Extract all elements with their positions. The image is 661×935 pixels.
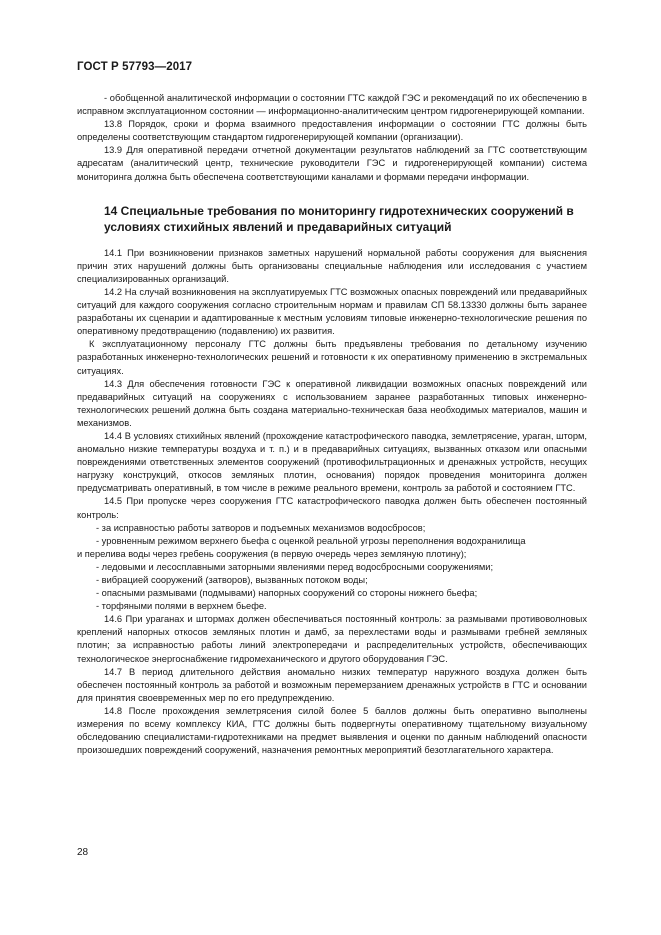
section-heading-14: 14 Специальные требования по мониторингу гидротехнических сооружений в условиях стихийных явлений и предаварийных ситуаций (104, 203, 574, 234)
page-number: 28 (77, 847, 89, 858)
list-item: - уровненным режимом верхнего бьефа с оценкой реальной угрозы переполнения водохранилища (96, 535, 526, 546)
document-header: ГОСТ Р 57793—2017 (77, 61, 193, 73)
paragraph-13-7-item: - обобщенной аналитической информации о состоянии ГТС каждой ГЭС и рекомендаций по их обеспечению в исправном эксплуатационном состоянии — информационно-аналитическим центром гидрогенерирующей компании. (77, 93, 587, 117)
paragraph-14-3: 14.3 Для обеспечения готовности ГЭС к оперативной ликвидации возможных опасных повреждений или предаварийных ситуаций на сооружениях с использованием заранее разработанных типовых инженерно-технологических решений должна быть создана материально-техническая база необходимых материалов, машин и механизмов. (77, 378, 587, 428)
paragraph-13-9: 13.9 Для оперативной передачи отчетной документации результатов наблюдений за ГТС соответствующим адресатам (аналитический центр, технические руководители ГЭС и гидрогенерирующей компании) система мониторинга должна быть обеспечена соответствующими каналами и формами передачи информации. (77, 145, 587, 182)
page-content (77, 92, 587, 757)
list-item: - вибрацией сооружений (затворов), вызванных потоком воды; (96, 575, 368, 585)
list-item: - торфяными полями в верхнем бьефе. (96, 601, 267, 612)
paragraph-14-1: 14.1 При возникновении признаков заметных нарушений нормальной работы сооружения для выяснения причин этих нарушений должны быть организованы специальные наблюдения или исследования с участием специализированных организаций. (77, 247, 587, 284)
paragraph-14-2-personnel: К эксплуатационному персоналу ГТС должны быть предъявлены требования по детальному изучению разработанных инженерно-технологических решений и готовности к их оперативному применению в экстремальных ситуациях. (77, 339, 587, 376)
list-item: - опасными размывами (подмывами) напорных сооружений со стороны нижнего бьефа; (96, 588, 478, 599)
list-item: - ледовыми и лесосплавными заторными явлениями перед водосбросными сооружениями; (96, 561, 494, 572)
list-item-continuation: и перелива воды через гребень сооружения (в первую очередь через земляную плотину); (77, 548, 467, 559)
paragraph-14-6: 14.6 При ураганах и штормах должен обеспечиваться постоянный контроль: за размывами противоволновых креплений напорных откосов земляных плотин и дамб, за перехлестами воды и размывами гребней земляных плотин; за исправностью работы линий электропередачи и распределительных устройств, обеспечивающих технологическое энергоснабжение гидромеханического и другого оборудования ГЭС. (77, 614, 587, 664)
paragraph-14-7: 14.7 В период длительного действия аномально низких температур наружного воздуха должен быть обеспечен постоянный контроль за работой и возможным перемерзанием дренажных устройств в ГТС и основании для принятия своевременных мер по его предупреждению. (77, 666, 587, 703)
paragraph-14-8: 14.8 После прохождения землетрясения силой более 5 баллов должны быть оперативно выполнены измерения по всему комплексу КИА, ГТС должны быть подвергнуты оперативному тщательному визуальному обследованию специалистами-гидротехниками на предмет выявления и оценки по данным наблюдений опасности произошедших повреждений сооружений, назначения ремонтных мероприятий безотлагательного характера. (77, 705, 587, 756)
paragraph-14-5: 14.5 При пропуске через сооружения ГТС катастрофического паводка должен быть обеспечен постоянный контроль: (77, 496, 587, 520)
paragraph-13-8: 13.8 Порядок, сроки и форма взаимного предоставления информации о состоянии ГТС должны быть определены соответствующим стандартом гидрогенерирующей компании (организации). (77, 119, 587, 143)
list-item: - за исправностью работы затворов и подъемных механизмов водосбросов; (96, 522, 426, 533)
paragraph-14-2: 14.2 На случай возникновения на эксплуатируемых ГТС возможных опасных повреждений или предаварийных ситуаций для каждого сооружения согласно строительным нормам и правилам СП 58.13330 должны быть заранее разработаны их сценарии и адаптированные к местным условиям типовые инженерно-технологические решения по оперативному предотвращению (подавлению) их развития. (77, 286, 587, 337)
paragraph-14-4: 14.4 В условиях стихийных явлений (прохождение катастрофического паводка, землетрясение, ураган, шторм, аномально низкие температуры воздуха и т. п.) и в предаварийных ситуациях, вызванных отказом или опасными повреждениями ответственных элементов сооружений (противофильтрационных и дренажных устройств, несущих нагрузку конструкций, откосов земляных плотин, основания) порядок проведения мониторинга должен предусматривать оперативный, в том числе в режиме реального времени, контроль за работой и состоянием ГТС. (77, 430, 587, 494)
